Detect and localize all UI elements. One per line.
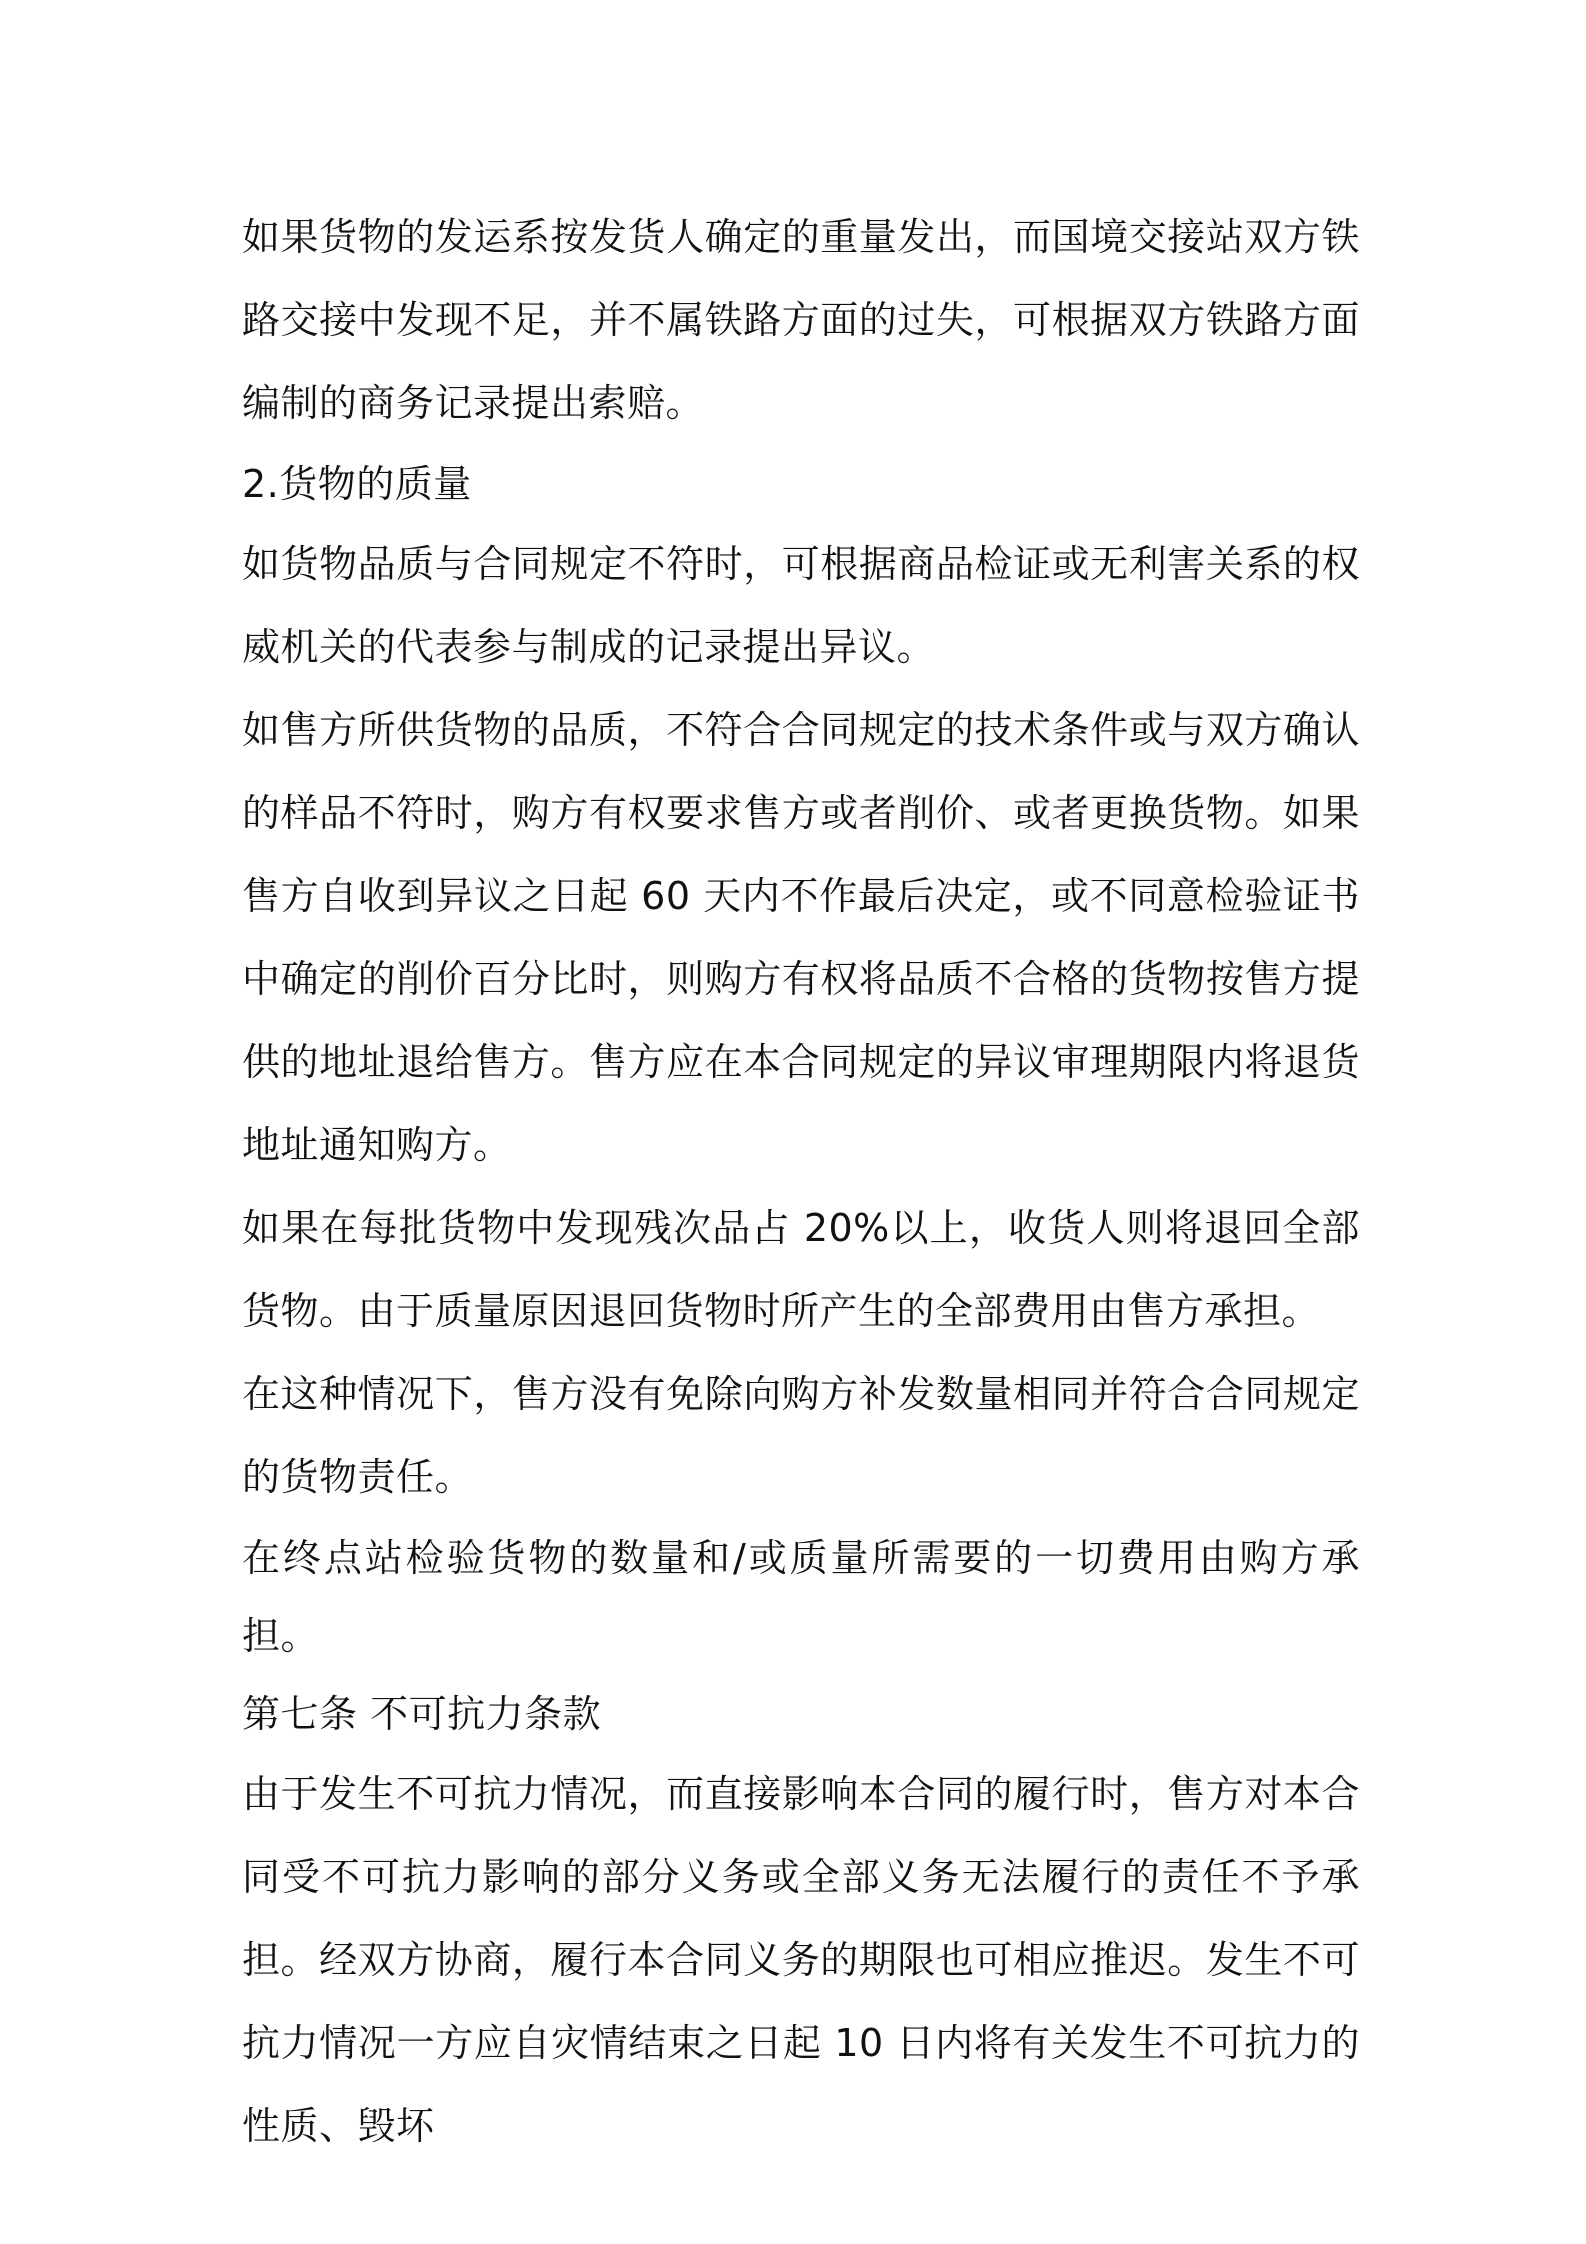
document-body (242, 196, 1360, 2168)
section-heading-force-majeure: 第七条 不可抗力条款 (242, 1692, 602, 1736)
paragraph-force-majeure: 由于发生不可抗力情况，而直接影响本合同的履行时，售方对本合同受不可抗力影响的部分义务或全部义务无法履行的责任不予承担。经双方协商，履行本合同义务的期限也可相应推迟。发生不可抗力情况一方应自灾情结束之日起 10 日内将有关发生不可抗力的性质、毁坏 (242, 1772, 1360, 2148)
section-heading-quality: 2.货物的质量 (242, 462, 472, 506)
paragraph-defect-return: 如果在每批货物中发现残次品占 20%以上，收货人则将退回全部货物。由于质量原因退回货物时所产生的全部费用由售方承担。 (242, 1206, 1360, 1333)
paragraph-inspection-cost: 在终点站检验货物的数量和/或质量所需要的一切费用由购方承担。 (242, 1536, 1360, 1658)
paragraph-seller-liability: 在这种情况下，售方没有免除向购方补发数量相同并符合合同规定的货物责任。 (242, 1372, 1360, 1499)
paragraph-quality-objection: 如货物品质与合同规定不符时，可根据商品检证或无利害关系的权威机关的代表参与制成的记录提出异议。 (242, 542, 1360, 669)
paragraph-weight-claim: 如果货物的发运系按发货人确定的重量发出，而国境交接站双方铁路交接中发现不足，并不属铁路方面的过失，可根据双方铁路方面编制的商务记录提出索赔。 (242, 215, 1360, 425)
paragraph-quality-nonconformity: 如售方所供货物的品质，不符合合同规定的技术条件或与双方确认的样品不符时，购方有权要求售方或者削价、或者更换货物。如果售方自收到异议之日起 60 天内不作最后决定，或不同意检验证书中确定的削价百分比时，则购方有权将品质不合格的货物按售方提供的地址退给售方。售方应在本合同规定的异议审理期限内将退货地址通知购方。 (242, 708, 1360, 1167)
